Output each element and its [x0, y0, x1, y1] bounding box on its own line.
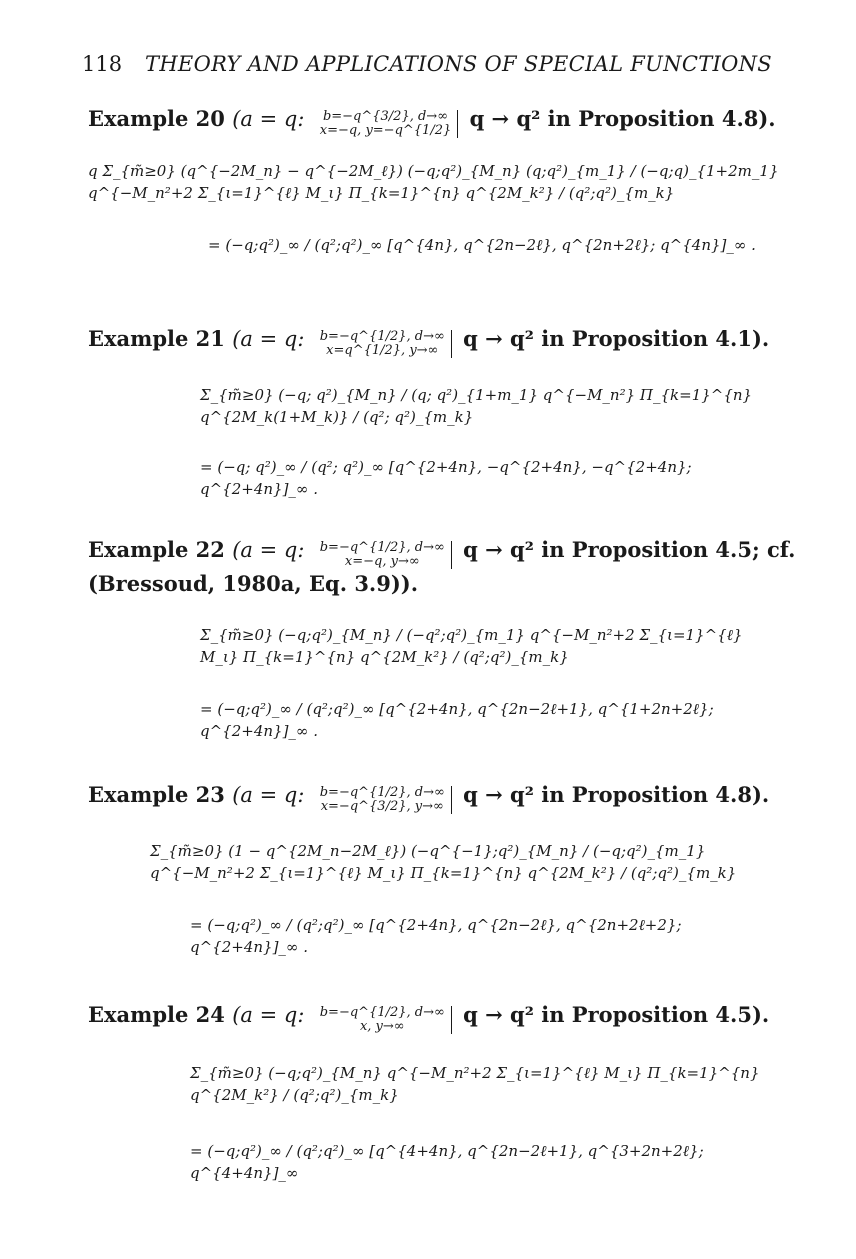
example-substitution: q → q² in Proposition 4.5).: [463, 1002, 770, 1027]
example-label: Example 24: [88, 1002, 225, 1027]
example-substitution: q → q² in Proposition 4.1).: [463, 326, 770, 351]
example-substitution: q → q² in Proposition 4.8).: [463, 782, 770, 807]
example-citation: (Bressoud, 1980a, Eq. 3.9)).: [88, 571, 419, 596]
parameter-stack: [316, 541, 452, 569]
formula-lhs: Σ_{m̃≥0} (1 − q^{2M_n−2M_ℓ}) (−q^{−1};q²)_{M_n} / (−q;q²)_{m_1} q^{−M_n²+2 Σ_{ι=1}^{ℓ} M_ι} Π_{k=1}^{n} q^{2M_k²} / (q²;q²)_{m_k}: [150, 842, 737, 882]
stack-top: b=−q^{1/2}, d→∞: [319, 329, 445, 344]
stack-top: b=−q^{3/2}, d→∞: [322, 109, 449, 124]
example-22: [88, 535, 796, 599]
stack-bottom: x=−q, y→∞: [344, 554, 420, 569]
example-title: [88, 1000, 778, 1034]
example-title: [88, 535, 796, 569]
formula-rhs: = (−q; q²)_∞ / (q²; q²)_∞ [q^{2+4n}, −q^{2+4n}, −q^{2+4n}; q^{2+4n}]_∞ .: [200, 458, 692, 498]
example-label: Example 21: [88, 326, 225, 351]
stack-bottom: x=−q^{3/2}, y→∞: [320, 799, 444, 814]
example-params-prefix: (a = q:: [232, 1003, 305, 1027]
stack-top: b=−q^{1/2}, d→∞: [319, 1005, 445, 1020]
example-title: [88, 324, 778, 358]
parameter-stack: [316, 330, 452, 358]
running-title: THEORY AND APPLICATIONS OF SPECIAL FUNCTIONS: [145, 52, 772, 76]
stack-bottom: x, y→∞: [359, 1019, 405, 1034]
page-number: 118: [82, 52, 123, 76]
formula-22: [200, 624, 760, 742]
example-params-prefix: (a = q:: [232, 107, 305, 131]
formula-rhs: = (−q;q²)_∞ / (q²;q²)_∞ [q^{4+4n}, q^{2n−2ℓ+1}, q^{3+2n+2ℓ}; q^{4+4n}]_∞: [190, 1142, 704, 1182]
stack-top: b=−q^{1/2}, d→∞: [319, 540, 445, 555]
example-label: Example 23: [88, 782, 225, 807]
example-20: [88, 104, 778, 138]
example-label: Example 20: [88, 106, 225, 131]
example-params-prefix: (a = q:: [232, 538, 305, 562]
formula-lhs: Σ_{m̃≥0} (−q; q²)_{M_n} / (q; q²)_{1+m_1} q^{−M_n²} Π_{k=1}^{n} q^{2M_k(1+M_k)} / (q²; q²)_{m_k}: [200, 386, 753, 426]
formula-lhs: q Σ_{m̃≥0} (q^{−2M_n} − q^{−2M_ℓ}) (−q;q²)_{M_n} (q;q²)_{m_1} / (−q;q)_{1+2m_1} q^{−M_n²+2 Σ_{ι=1}^{ℓ} M_ι} Π_{k=1}^{n} q^{2M_k²} / (q²;q²)_{m_k}: [88, 162, 779, 202]
formula-24: [190, 1062, 770, 1184]
formula-23: [150, 840, 770, 958]
example-24: [88, 1000, 778, 1034]
example-21: [88, 324, 778, 358]
example-label: Example 22: [88, 537, 225, 562]
formula-20: [88, 160, 788, 256]
formula-lhs: Σ_{m̃≥0} (−q;q²)_{M_n} / (−q²;q²)_{m_1} q^{−M_n²+2 Σ_{ι=1}^{ℓ} M_ι} Π_{k=1}^{n} q^{2M_k²} / (q²;q²)_{m_k}: [200, 626, 743, 666]
example-23: [88, 780, 778, 814]
example-title: [88, 104, 778, 138]
example-params-prefix: (a = q:: [232, 783, 305, 807]
parameter-stack: [316, 786, 452, 814]
example-substitution: q → q² in Proposition 4.8).: [469, 106, 776, 131]
stack-bottom: x=−q, y=−q^{1/2}: [319, 123, 452, 138]
formula-21: [200, 384, 760, 500]
example-title: [88, 780, 778, 814]
example-params-prefix: (a = q:: [232, 327, 305, 351]
example-substitution: q → q² in Proposition 4.5; cf.: [463, 537, 796, 562]
formula-rhs: = (−q;q²)_∞ / (q²;q²)_∞ [q^{4n}, q^{2n−2ℓ}, q^{2n+2ℓ}; q^{4n}]_∞ .: [208, 236, 756, 254]
formula-lhs: Σ_{m̃≥0} (−q;q²)_{M_n} q^{−M_n²+2 Σ_{ι=1}^{ℓ} M_ι} Π_{k=1}^{n} q^{2M_k²} / (q²;q²)_{m_k}: [190, 1064, 760, 1104]
parameter-stack: [316, 1006, 452, 1034]
formula-rhs: = (−q;q²)_∞ / (q²;q²)_∞ [q^{2+4n}, q^{2n−2ℓ}, q^{2n+2ℓ+2}; q^{2+4n}]_∞ .: [190, 916, 682, 956]
stack-top: b=−q^{1/2}, d→∞: [319, 785, 445, 800]
stack-bottom: x=q^{1/2}, y→∞: [326, 343, 439, 358]
parameter-stack: [316, 110, 459, 138]
page-header: [82, 52, 772, 82]
formula-rhs: = (−q;q²)_∞ / (q²;q²)_∞ [q^{2+4n}, q^{2n−2ℓ+1}, q^{1+2n+2ℓ}; q^{2+4n}]_∞ .: [200, 700, 714, 740]
